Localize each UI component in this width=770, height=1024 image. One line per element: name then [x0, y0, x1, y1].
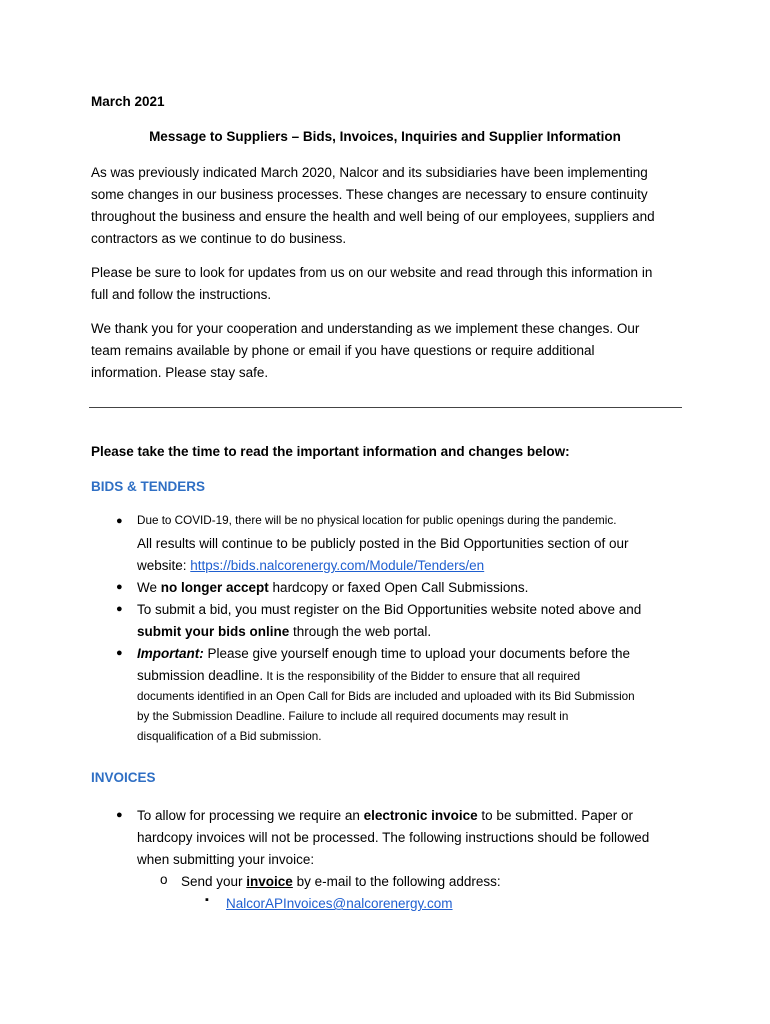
bids-website-link[interactable]: https://bids.nalcorenergy.com/Module/Tenders/en — [190, 558, 485, 573]
paragraph-line: information. Please stay safe. — [91, 365, 269, 380]
sub-bullet-marker: o — [160, 872, 168, 887]
bids-item-3-line: To submit a bid, you must register on the Bid Opportunities website noted above and — [137, 602, 642, 617]
invoices-item-1-line: To allow for processing we require an electronic invoice to be submitted. Paper or — [137, 808, 634, 823]
paragraph-thanks — [91, 318, 681, 384]
paragraph-intro — [91, 162, 681, 250]
invoices-item-1-line: hardcopy invoices will not be processed. The following instructions should be followed — [137, 830, 650, 845]
bids-item-2: We no longer accept hardcopy or faxed Open Call Submissions. — [137, 580, 529, 595]
bids-item-1-line: Due to COVID-19, there will be no physical location for public openings during the pandemic. — [137, 514, 617, 527]
invoices-sub-item: Send your invoice by e-mail to the following address: — [181, 874, 501, 889]
paragraph-updates — [91, 262, 681, 306]
bullet-icon: ● — [116, 515, 123, 527]
paragraph-line: contractors as we continue to do business. — [91, 231, 347, 246]
bids-item-4-line: disqualification of a Bid submission. — [137, 730, 322, 743]
bullet-icon: ● — [116, 647, 123, 659]
bids-item-4-line: by the Submission Deadline. Failure to include all required documents may result in — [137, 710, 569, 723]
document-date: March 2021 — [91, 94, 165, 109]
bids-item-1-line: All results will continue to be publicly posted in the Bid Opportunities section of our — [137, 536, 629, 551]
bids-item-3-line: submit your bids online through the web portal. — [137, 624, 432, 639]
bullet-icon: ● — [116, 809, 123, 821]
website-label: website: — [137, 558, 191, 573]
invoice-email-link[interactable]: NalcorAPInvoices@nalcorenergy.com — [226, 896, 453, 911]
bids-item-4-line: Important: Please give yourself enough time to upload your documents before the — [137, 646, 631, 661]
paragraph-line: As was previously indicated March 2020, Nalcor and its subsidiaries have been implementing — [91, 165, 648, 180]
bids-heading: BIDS & TENDERS — [91, 479, 206, 494]
invoices-heading: INVOICES — [91, 770, 156, 785]
invoices-item-1-line: when submitting your invoice: — [137, 852, 315, 867]
document-title: Message to Suppliers – Bids, Invoices, Inquiries and Supplier Information — [149, 129, 621, 144]
paragraph-line: some changes in our business processes. These changes are necessary to ensure continuity — [91, 187, 648, 202]
paragraph-line: Please be sure to look for updates from us on our website and read through this information in — [91, 265, 653, 280]
paragraph-line: throughout the business and ensure the health and well being of our employees, suppliers and — [91, 209, 655, 224]
paragraph-line: team remains available by phone or email if you have questions or require additional — [91, 343, 595, 358]
paragraph-line: We thank you for your cooperation and understanding as we implement these changes. Our — [91, 321, 640, 336]
bullet-icon: ● — [116, 603, 123, 615]
bids-item-4-line: submission deadline. It is the responsibility of the Bidder to ensure that all required — [137, 668, 581, 683]
bids-item-4-line: documents identified in an Open Call for Bids are included and uploaded with its Bid Submission — [137, 690, 635, 703]
bullet-icon: ● — [116, 581, 123, 593]
paragraph-line: full and follow the instructions. — [91, 287, 272, 302]
section-intro: Please take the time to read the important information and changes below: — [91, 444, 570, 459]
square-bullet-icon: ▪ — [205, 894, 209, 906]
bids-item-1-line — [137, 558, 484, 573]
horizontal-divider — [89, 407, 682, 408]
